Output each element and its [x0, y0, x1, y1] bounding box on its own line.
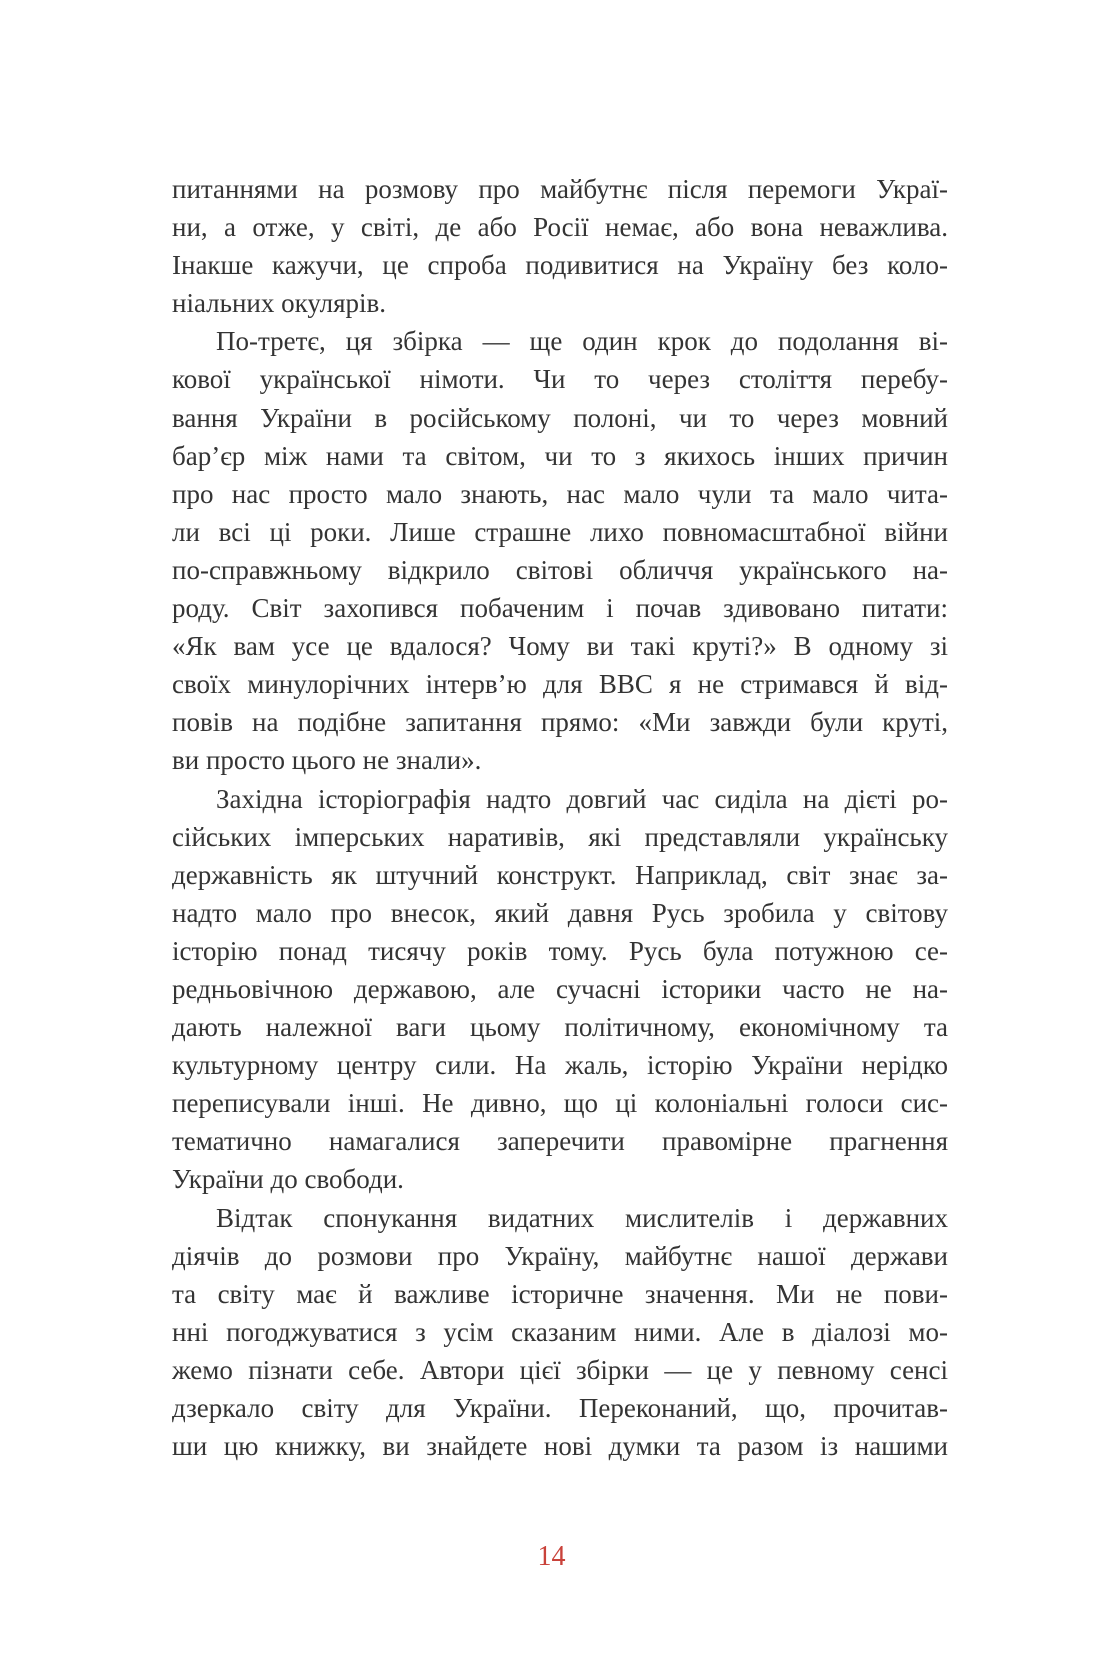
text-line: нні погоджуватися з усім сказаним ними. Але в діалозі мо-	[172, 1316, 948, 1347]
text-line: редньовічною державою, але сучасні історики часто не на-	[172, 973, 948, 1004]
text-line: роду. Світ захопився побаченим і почав здивовано питати:	[172, 593, 948, 624]
text-line: дають належної ваги цьому політичному, економічному та	[172, 1012, 948, 1043]
text-line: жемо пізнати себе. Автори цієї збірки — це у певному сенсі	[172, 1354, 948, 1385]
text-line: своїх минулорічних інтерв’ю для BBC я не стримався й від-	[172, 669, 948, 700]
text-line: ли всі ці роки. Лише страшне лихо повномасштабної війни	[172, 516, 948, 547]
text-line: Західна історіографія надто довгий час сиділа на дієті ро-	[216, 783, 948, 814]
paragraph	[172, 170, 948, 322]
text-line: «Як вам усе це вдалося? Чому ви такі круті?» В одному зі	[172, 631, 948, 662]
text-line: державність як штучний конструкт. Наприклад, світ знає за-	[172, 859, 948, 890]
text-line: Відтак спонукання видатних мислителів і державних	[216, 1202, 948, 1233]
text-line: культурному центру сили. На жаль, історію України нерідко	[172, 1050, 948, 1081]
text-line: вання України в російському полоні, чи то через мовний	[172, 402, 948, 433]
text-line: діячів до розмови про Україну, майбутнє нашої держави	[172, 1240, 948, 1271]
text-line: ши цю книжку, ви знайдете нові думки та разом із нашими	[172, 1431, 948, 1462]
page-number: 14	[537, 1541, 566, 1572]
text-line: кової української німоти. Чи то через століття перебу-	[172, 364, 948, 395]
text-line: по-справжньому відкрило світові обличчя українського на-	[172, 554, 948, 585]
text-line: історію понад тисячу років тому. Русь була потужною се-	[172, 935, 948, 966]
text-line: питаннями на розмову про майбутнє після перемоги Украї-	[172, 174, 948, 204]
text-line: надто мало про внесок, який давня Русь зробила у світову	[172, 897, 948, 928]
page-text	[172, 170, 948, 1465]
text-line: про нас просто мало знають, нас мало чули та мало чита-	[172, 478, 948, 509]
paragraph	[172, 780, 948, 1199]
text-line: та світу має й важливе історичне значення. Ми не пови-	[172, 1278, 948, 1309]
text-line: тематично намагалися заперечити правомірне прагнення	[172, 1126, 948, 1157]
text-line: сійських імперських наративів, які представляли українську	[172, 821, 948, 852]
text-line: бар’єр між нами та світом, чи то з якихось інших причин	[172, 440, 948, 471]
paragraph	[172, 322, 948, 779]
text-line: Інакше кажучи, це спроба подивитися на Україну без коло-	[172, 250, 948, 281]
text-line: дзеркало світу для України. Переконаний, що, прочитав-	[172, 1393, 948, 1423]
text-line: повів на подібне запитання прямо: «Ми завжди були круті,	[172, 707, 948, 738]
text-line: України до свободи.	[172, 1164, 404, 1195]
text-line: По-третє, ця збірка — ще один крок до подолання ві-	[216, 326, 948, 357]
text-line: ви просто цього не знали».	[172, 745, 482, 776]
text-line: переписували інші. Не дивно, що ці колоніальні голоси сис-	[172, 1088, 948, 1119]
paragraph	[172, 1199, 948, 1466]
text-line: ніальних окулярів.	[172, 288, 387, 319]
text-line: ни, а отже, у світі, де або Росії немає, або вона неважлива.	[172, 212, 948, 243]
